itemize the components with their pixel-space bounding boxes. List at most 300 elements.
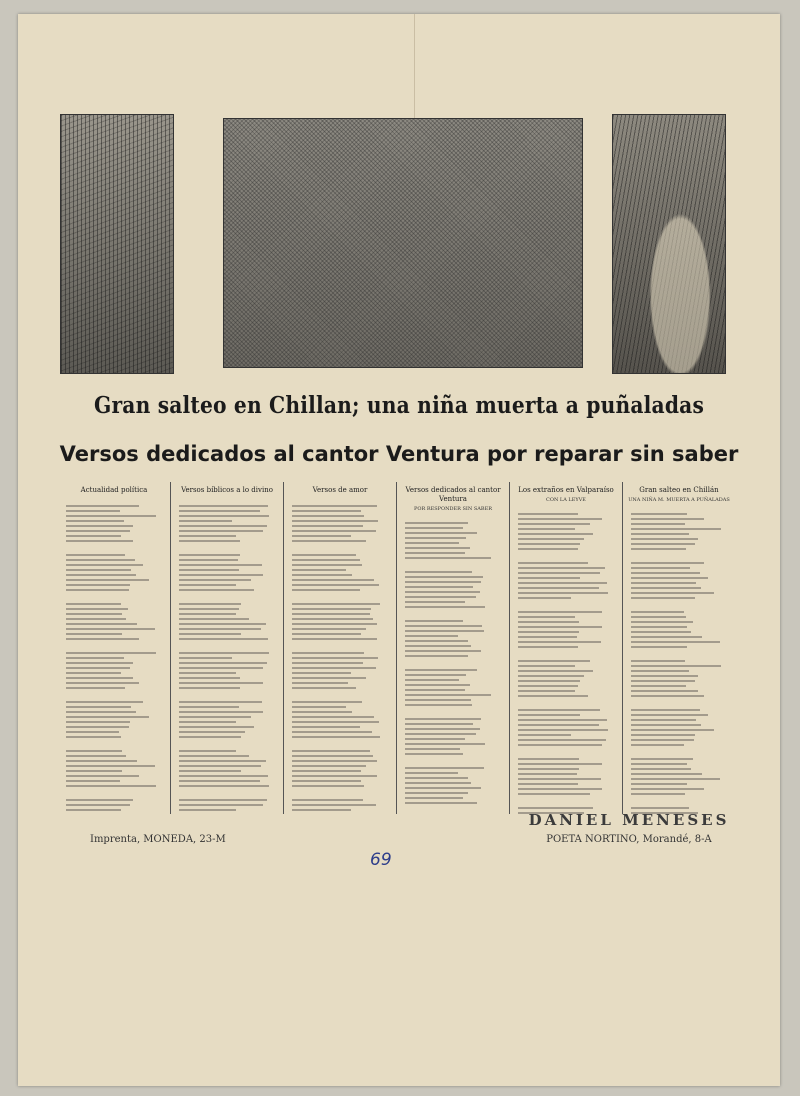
verse-line-stroke [179, 569, 239, 571]
verse-text-block [405, 522, 501, 814]
verse-line-stroke [292, 574, 352, 576]
verse-line-stroke [66, 554, 125, 556]
stanza-gap [179, 741, 275, 747]
verse-line-stroke [66, 603, 121, 605]
verse-line-stroke [518, 714, 580, 716]
verse-line-stroke [179, 584, 236, 586]
verse-line-stroke [631, 548, 686, 550]
verse-line-stroke [66, 652, 156, 654]
verse-line-stroke [66, 701, 143, 703]
verse-line-stroke [405, 635, 458, 637]
stanza-gap [292, 545, 388, 551]
verse-line-stroke [292, 540, 366, 542]
verse-line-stroke [405, 694, 491, 696]
verse-columns [58, 482, 738, 814]
verse-line-stroke [518, 680, 580, 682]
verse-line-stroke [66, 721, 130, 723]
verse-line-stroke [405, 532, 477, 534]
verse-line-stroke [405, 645, 471, 647]
stanza-gap [631, 602, 727, 608]
stanza-gap [292, 643, 388, 649]
verse-line-stroke [179, 721, 236, 723]
verse-text-block [631, 513, 727, 814]
subtitle: Versos dedicados al cantor Ventura por reparar sin saber [59, 442, 739, 466]
stanza-gap [179, 643, 275, 649]
verse-line-stroke [292, 731, 372, 733]
verse-line-stroke [631, 567, 690, 569]
verse-column-5 [510, 482, 623, 814]
verse-line-stroke [518, 513, 578, 515]
verse-line-stroke [292, 701, 362, 703]
stanza-gap [518, 602, 614, 608]
verse-line-stroke [631, 597, 695, 599]
verse-line-stroke [292, 633, 361, 635]
verse-line-stroke [292, 672, 351, 674]
verse-line-stroke [179, 608, 239, 610]
verse-column-2 [171, 482, 284, 814]
verse-line-stroke [66, 510, 120, 512]
verse-line-stroke [292, 652, 364, 654]
verse-line-stroke [66, 618, 126, 620]
verse-line-stroke [518, 807, 593, 809]
verse-column-6 [623, 482, 735, 814]
verse-line-stroke [405, 733, 476, 735]
verse-line-stroke [66, 799, 133, 801]
verse-line-stroke [405, 547, 470, 549]
verse-line-stroke [631, 577, 708, 579]
verse-line-stroke [405, 684, 470, 686]
verse-line-stroke [179, 770, 241, 772]
column-subheading: POR RESPONDER SIN SABER [414, 506, 492, 512]
verse-line-stroke [631, 744, 684, 746]
stanza-gap [631, 651, 727, 657]
verse-line-stroke [179, 750, 236, 752]
verse-line-stroke [518, 685, 578, 687]
verse-line-stroke [292, 554, 356, 556]
stanza-gap [518, 651, 614, 657]
verse-line-stroke [179, 525, 267, 527]
verse-line-stroke [405, 596, 476, 598]
verse-line-stroke [405, 753, 463, 755]
verse-column-4 [397, 482, 510, 814]
verse-line-stroke [405, 571, 472, 573]
fold-line [414, 14, 415, 134]
stanza-gap [179, 790, 275, 796]
verse-line-stroke [518, 577, 580, 579]
verse-line-stroke [405, 640, 468, 642]
verse-line-stroke [179, 510, 260, 512]
main-title: Gran salteo en Chillan; una niña muerta a puñaladas [93, 392, 705, 419]
verse-line-stroke [405, 728, 480, 730]
verse-line-stroke [405, 542, 459, 544]
verse-line-stroke [66, 780, 120, 782]
verse-line-stroke [631, 793, 685, 795]
author-address: POETA NORTINO, Morandé, 8-A [546, 834, 712, 845]
stanza-gap [631, 700, 727, 706]
left-engraving-image [60, 114, 174, 374]
stanza-gap [179, 545, 275, 551]
verse-line-stroke [518, 778, 601, 780]
broadside-sheet [18, 14, 780, 1086]
stanza-gap [518, 749, 614, 755]
verse-line-stroke [405, 723, 473, 725]
verse-line-stroke [631, 670, 689, 672]
verse-line-stroke [631, 611, 684, 613]
stanza-gap [405, 709, 501, 715]
right-engraving-image [612, 114, 726, 374]
stanza-gap [66, 790, 162, 796]
column-heading: Los extraños en Valparaíso [518, 486, 614, 494]
verse-line-stroke [66, 672, 121, 674]
verse-line-stroke [631, 729, 714, 731]
verse-line-stroke [179, 701, 262, 703]
verse-line-stroke [518, 675, 584, 677]
stanza-gap [405, 611, 501, 617]
verse-line-stroke [66, 579, 149, 581]
verse-line-stroke [179, 657, 232, 659]
verse-line-stroke [518, 739, 606, 741]
verse-line-stroke [179, 540, 240, 542]
verse-line-stroke [405, 581, 481, 583]
verse-line-stroke [292, 569, 346, 571]
verse-line-stroke [631, 660, 685, 662]
verse-line-stroke [631, 641, 720, 643]
verse-line-stroke [179, 652, 269, 654]
verse-line-stroke [405, 797, 463, 799]
verse-line-stroke [66, 520, 124, 522]
verse-line-stroke [292, 780, 361, 782]
verse-line-stroke [405, 738, 465, 740]
verse-line-stroke [405, 655, 468, 657]
verse-line-stroke [631, 680, 695, 682]
verse-line-stroke [66, 530, 130, 532]
verse-line-stroke [292, 706, 346, 708]
verse-line-stroke [292, 505, 377, 507]
stanza-gap [292, 594, 388, 600]
verse-line-stroke [179, 780, 260, 782]
verse-line-stroke [518, 533, 593, 535]
verse-line-stroke [292, 760, 377, 762]
verse-line-stroke [518, 538, 584, 540]
verse-line-stroke [66, 540, 133, 542]
verse-line-stroke [292, 687, 356, 689]
stanza-gap [518, 553, 614, 559]
verse-line-stroke [292, 765, 366, 767]
verse-line-stroke [179, 515, 269, 517]
verse-line-stroke [66, 765, 155, 767]
stanza-gap [292, 790, 388, 796]
verse-line-stroke [179, 633, 241, 635]
verse-line-stroke [631, 714, 708, 716]
verse-line-stroke [66, 785, 156, 787]
verse-line-stroke [66, 775, 139, 777]
verse-line-stroke [405, 782, 471, 784]
verse-line-stroke [292, 525, 363, 527]
verse-line-stroke [292, 628, 366, 630]
stanza-gap [518, 700, 614, 706]
verse-line-stroke [292, 603, 380, 605]
verse-line-stroke [518, 768, 579, 770]
verse-line-stroke [179, 618, 249, 620]
verse-line-stroke [179, 711, 263, 713]
verse-line-stroke [66, 623, 137, 625]
verse-line-stroke [292, 682, 348, 684]
verse-line-stroke [66, 584, 130, 586]
verse-line-stroke [631, 616, 686, 618]
verse-line-stroke [179, 564, 262, 566]
verse-line-stroke [179, 706, 239, 708]
verse-line-stroke [179, 638, 268, 640]
verse-line-stroke [518, 709, 600, 711]
verse-line-stroke [292, 750, 370, 752]
verse-line-stroke [405, 522, 468, 524]
verse-line-stroke [631, 719, 696, 721]
stanza-gap [405, 562, 501, 568]
column-subheading: CON LA LEYVE [546, 497, 586, 503]
verse-line-stroke [518, 572, 600, 574]
verse-line-stroke [631, 709, 700, 711]
verse-line-stroke [405, 669, 477, 671]
printer-imprint: Imprenta, MONEDA, 23-M [90, 834, 226, 845]
verse-line-stroke [405, 537, 466, 539]
verse-line-stroke [292, 785, 364, 787]
verse-line-stroke [631, 587, 701, 589]
verse-line-stroke [518, 758, 579, 760]
verse-line-stroke [631, 543, 695, 545]
verse-line-stroke [292, 657, 378, 659]
verse-line-stroke [66, 638, 139, 640]
verse-line-stroke [292, 726, 360, 728]
verse-line-stroke [405, 767, 484, 769]
verse-line-stroke [179, 731, 245, 733]
verse-line-stroke [179, 804, 263, 806]
verse-line-stroke [405, 699, 471, 701]
verse-line-stroke [405, 625, 482, 627]
verse-line-stroke [66, 755, 126, 757]
verse-line-stroke [292, 721, 379, 723]
verse-line-stroke [518, 724, 599, 726]
verse-line-stroke [66, 613, 122, 615]
verse-line-stroke [518, 616, 575, 618]
verse-line-stroke [405, 787, 481, 789]
verse-line-stroke [631, 636, 702, 638]
verse-line-stroke [631, 690, 698, 692]
verse-line-stroke [292, 515, 364, 517]
stanza-gap [66, 692, 162, 698]
verse-line-stroke [518, 528, 575, 530]
verse-line-stroke [405, 792, 468, 794]
verse-line-stroke [405, 576, 483, 578]
verse-line-stroke [518, 621, 579, 623]
verse-line-stroke [518, 548, 578, 550]
stanza-gap [631, 553, 727, 559]
verse-line-stroke [179, 716, 251, 718]
verse-line-stroke [179, 623, 266, 625]
verse-line-stroke [405, 527, 463, 529]
verse-column-3 [284, 482, 397, 814]
verse-line-stroke [518, 626, 602, 628]
verse-line-stroke [179, 687, 240, 689]
verse-text-block [518, 513, 614, 814]
verse-line-stroke [518, 567, 605, 569]
verse-line-stroke [292, 677, 366, 679]
verse-line-stroke [179, 603, 241, 605]
verse-line-stroke [631, 621, 693, 623]
verse-line-stroke [66, 716, 149, 718]
verse-line-stroke [518, 670, 593, 672]
verse-line-stroke [66, 628, 155, 630]
verse-line-stroke [518, 793, 590, 795]
verse-line-stroke [179, 554, 240, 556]
verse-line-stroke [518, 763, 602, 765]
verse-line-stroke [292, 608, 371, 610]
handwritten-page-number: 69 [370, 850, 392, 870]
verse-line-stroke [631, 724, 701, 726]
verse-line-stroke [292, 667, 376, 669]
verse-line-stroke [518, 665, 575, 667]
verse-line-stroke [292, 584, 379, 586]
verse-line-stroke [405, 601, 465, 603]
verse-line-stroke [292, 564, 362, 566]
verse-line-stroke [518, 660, 590, 662]
verse-line-stroke [405, 591, 480, 593]
verse-line-stroke [405, 674, 466, 676]
verse-line-stroke [292, 559, 360, 561]
verse-line-stroke [179, 736, 241, 738]
verse-line-stroke [518, 719, 607, 721]
stanza-gap [179, 692, 275, 698]
verse-line-stroke [405, 586, 473, 588]
verse-line-stroke [179, 535, 236, 537]
verse-line-stroke [518, 773, 577, 775]
verse-line-stroke [631, 665, 721, 667]
verse-line-stroke [179, 809, 236, 811]
verse-line-stroke [631, 592, 714, 594]
verse-text-block [292, 505, 388, 814]
verse-line-stroke [631, 758, 693, 760]
stanza-gap [292, 741, 388, 747]
verse-line-stroke [66, 711, 136, 713]
verse-line-stroke [66, 559, 135, 561]
verse-line-stroke [292, 736, 380, 738]
verse-line-stroke [631, 685, 686, 687]
column-heading: Actualidad política [80, 486, 148, 494]
stanza-gap [405, 807, 501, 813]
stanza-gap [292, 692, 388, 698]
verse-line-stroke [179, 505, 268, 507]
column-heading: Versos dedicados al cantor Ventura [405, 486, 501, 503]
verse-line-stroke [179, 530, 263, 532]
verse-line-stroke [518, 636, 577, 638]
verse-line-stroke [631, 788, 704, 790]
verse-line-stroke [292, 638, 377, 640]
verse-line-stroke [631, 675, 698, 677]
verse-line-stroke [66, 750, 122, 752]
verse-line-stroke [631, 523, 685, 525]
verse-line-stroke [292, 799, 363, 801]
verse-line-stroke [179, 559, 238, 561]
verse-line-stroke [405, 718, 481, 720]
verse-line-stroke [631, 773, 702, 775]
verse-column-1 [58, 482, 171, 814]
verse-line-stroke [179, 677, 240, 679]
verse-line-stroke [292, 755, 373, 757]
verse-line-stroke [518, 690, 575, 692]
center-city-photo [223, 118, 583, 368]
verse-line-stroke [631, 763, 687, 765]
verse-line-stroke [405, 743, 485, 745]
verse-line-stroke [405, 630, 484, 632]
verse-line-stroke [518, 523, 590, 525]
verse-line-stroke [518, 587, 599, 589]
verse-line-stroke [66, 770, 122, 772]
verse-line-stroke [66, 525, 133, 527]
verse-line-stroke [518, 582, 607, 584]
stanza-gap [66, 643, 162, 649]
verse-line-stroke [66, 589, 129, 591]
verse-line-stroke [66, 608, 128, 610]
verse-line-stroke [179, 765, 261, 767]
verse-line-stroke [631, 739, 694, 741]
verse-line-stroke [66, 809, 121, 811]
verse-line-stroke [631, 807, 689, 809]
verse-line-stroke [179, 682, 263, 684]
verse-line-stroke [631, 734, 695, 736]
verse-line-stroke [631, 626, 687, 628]
verse-line-stroke [66, 662, 133, 664]
verse-line-stroke [518, 744, 602, 746]
verse-line-stroke [179, 760, 266, 762]
stanza-gap [179, 594, 275, 600]
column-heading: Versos bíblicos a lo divino [181, 486, 273, 494]
verse-line-stroke [518, 788, 602, 790]
verse-line-stroke [631, 783, 687, 785]
verse-line-stroke [292, 775, 377, 777]
verse-text-block [179, 505, 275, 814]
stanza-gap [518, 798, 614, 804]
verse-line-stroke [179, 799, 267, 801]
verse-line-stroke [631, 695, 704, 697]
verse-line-stroke [518, 695, 588, 697]
verse-line-stroke [631, 538, 698, 540]
verse-line-stroke [179, 579, 251, 581]
verse-line-stroke [66, 687, 125, 689]
verse-line-stroke [292, 716, 374, 718]
verse-line-stroke [518, 518, 602, 520]
verse-line-stroke [518, 592, 608, 594]
verse-line-stroke [405, 620, 463, 622]
verse-line-stroke [179, 667, 263, 669]
verse-line-stroke [518, 783, 578, 785]
verse-line-stroke [179, 520, 232, 522]
verse-line-stroke [179, 589, 254, 591]
verse-line-stroke [631, 778, 720, 780]
verse-line-stroke [292, 804, 376, 806]
verse-line-stroke [179, 755, 249, 757]
verse-line-stroke [518, 734, 571, 736]
verse-line-stroke [518, 611, 602, 613]
verse-line-stroke [292, 623, 377, 625]
verse-line-stroke [66, 505, 139, 507]
verse-line-stroke [66, 731, 119, 733]
column-subheading: UNA NIÑA M. MUERTA A PUÑALADAS [628, 497, 730, 503]
verse-line-stroke [405, 802, 477, 804]
verse-line-stroke [518, 562, 588, 564]
verse-line-stroke [179, 628, 261, 630]
verse-line-stroke [292, 520, 378, 522]
verse-line-stroke [518, 631, 579, 633]
verse-line-stroke [292, 711, 352, 713]
